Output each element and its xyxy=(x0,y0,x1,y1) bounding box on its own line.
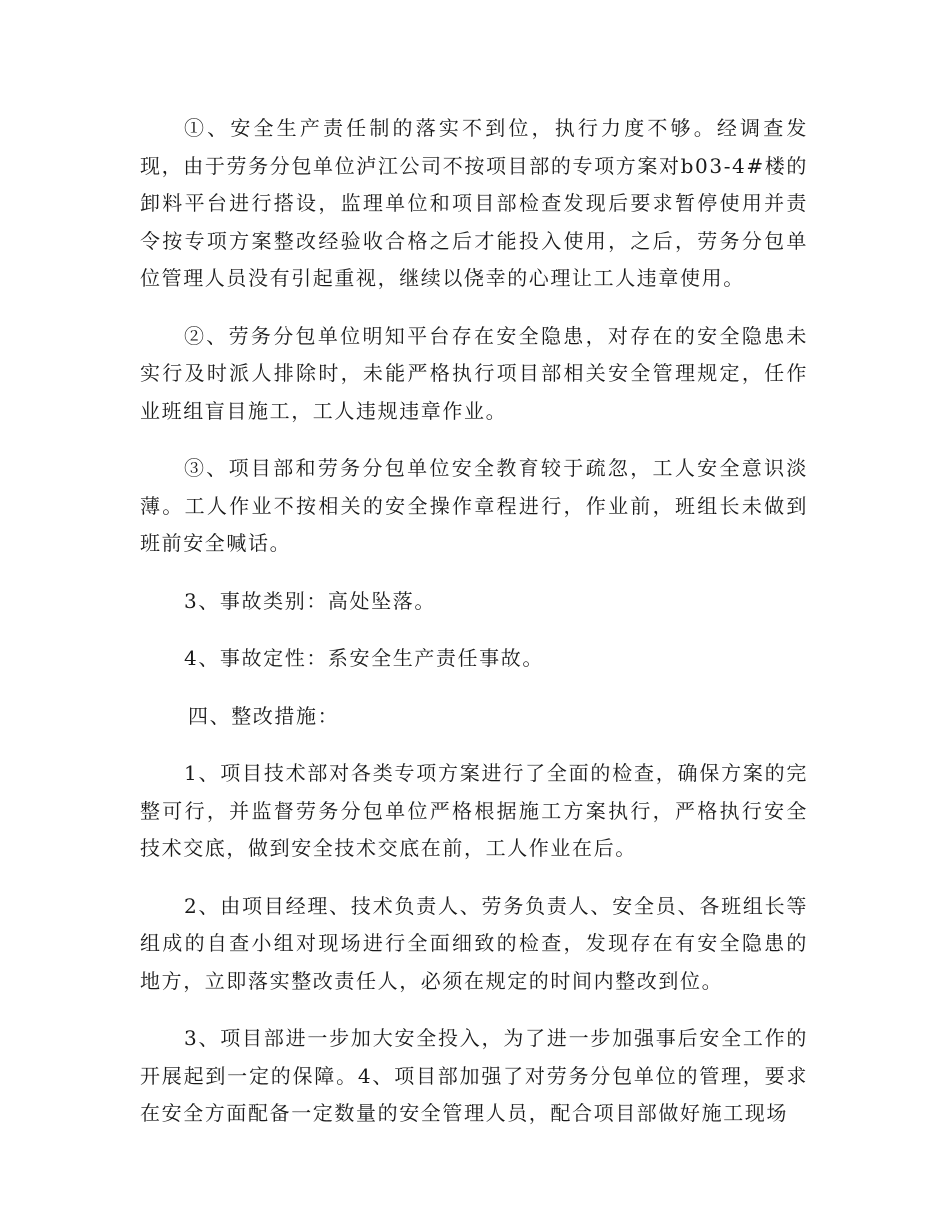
paragraph-measure-1: 1、项目技术部对各类专项方案进行了全面的检查，确保方案的完整可行，并监督劳务分包单位严格根据施工方案执行，严格执行安全技术交底，做到安全技术交底在前，工人作业在后。 xyxy=(140,761,808,860)
document-page xyxy=(140,110,808,1153)
paragraph-cause-2: ②、劳务分包单位明知平台存在安全隐患，对存在的安全隐患未实行及时派人排除时，未能严格执行项目部相关安全管理规定，任作业班组盲目施工，工人违规违章作业。 xyxy=(140,323,808,423)
paragraph-accident-nature: 4、事故定性：系安全生产责任事故。 xyxy=(184,646,544,670)
paragraph-cause-3: ③、项目部和劳务分包单位安全教育较于疏忽，工人安全意识淡薄。工人作业不按相关的安全操作章程进行，作业前，班组长未做到班前安全喊话。 xyxy=(140,456,808,555)
paragraph-accident-category: 3、事故类别：高处坠落。 xyxy=(184,588,436,613)
paragraph-cause-1: ①、安全生产责任制的落实不到位，执行力度不够。经调查发现，由于劳务分包单位泸江公司不按项目部的专项方案对b03-4#楼的卸料平台进行搭设，监理单位和项目部检查发现后要求暂停使用并责令按专项方案整改经验收合格之后才能投入使用，之后，劳务分包单位管理人员没有引起重视，继续以侥幸的心理让工人违章使用。 xyxy=(140,116,808,290)
section-heading-rectification: 四、整改措施： xyxy=(188,703,340,728)
paragraph-measure-2: 2、由项目经理、技术负责人、劳务负责人、安全员、各班组长等组成的自查小组对现场进行全面细致的检查，发现存在有安全隐患的地方，立即落实整改责任人，必须在规定的时间内整改到位。 xyxy=(140,893,808,993)
paragraph-measure-3-4: 3、项目部进一步加大安全投入，为了进一步加强事后安全工作的开展起到一定的保障。4、项目部加强了对劳务分包单位的管理，要求在安全方面配备一定数量的安全管理人员，配合项目部做好施工现场 xyxy=(140,1026,808,1125)
